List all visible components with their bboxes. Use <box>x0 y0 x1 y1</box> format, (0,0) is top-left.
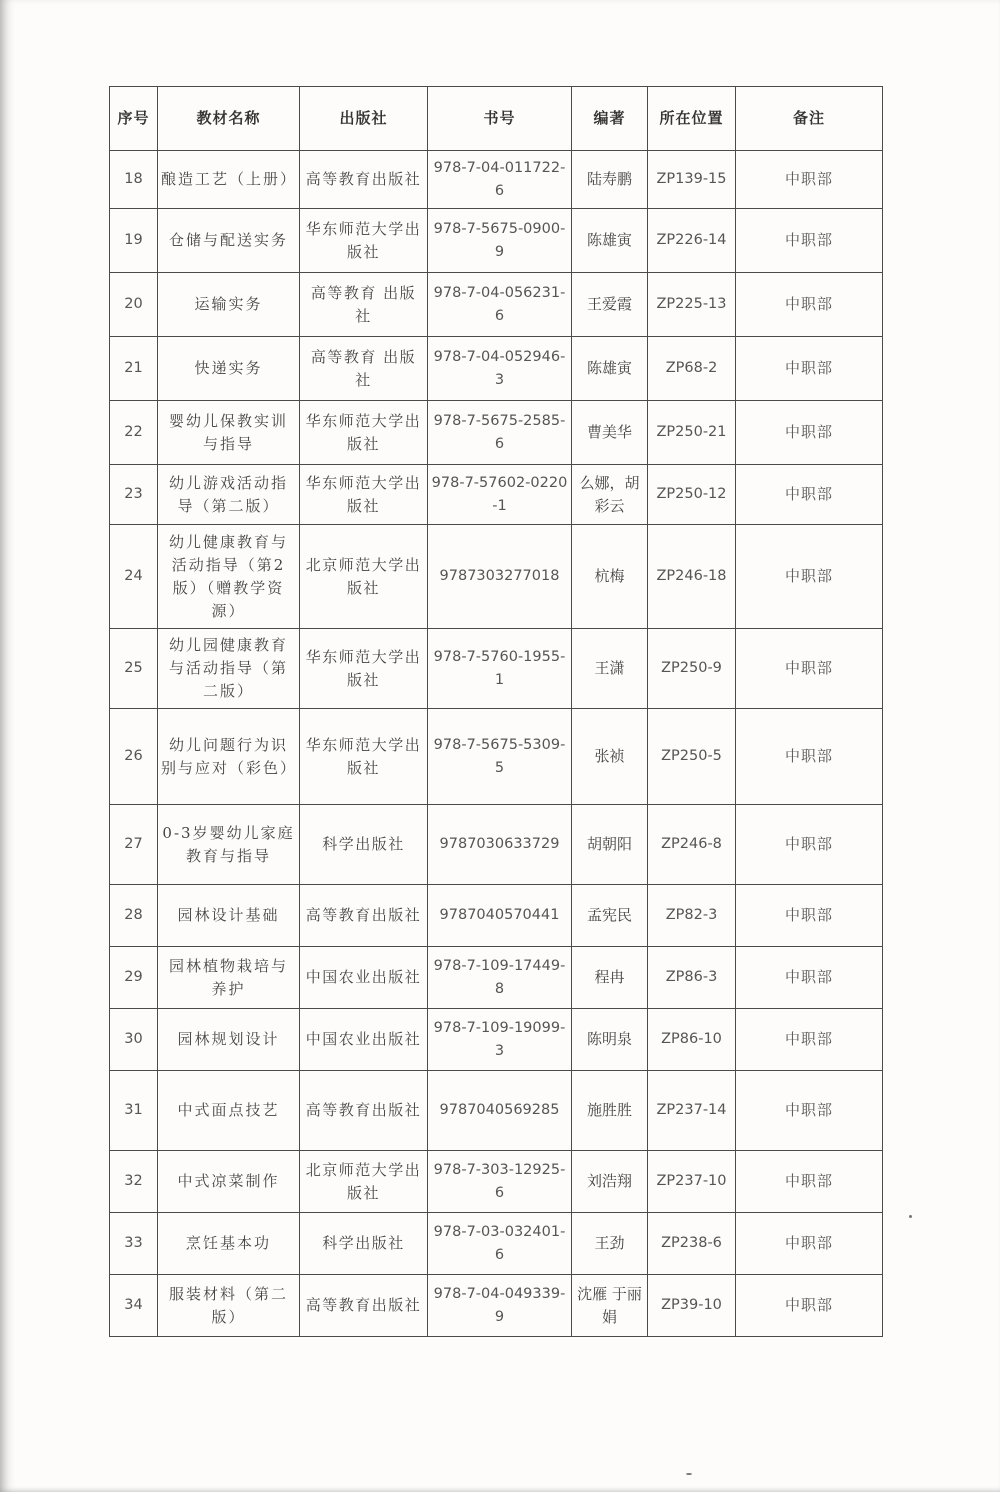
cell-no: 20 <box>110 273 158 337</box>
cell-note: 中职部 <box>736 401 883 465</box>
header-no: 序号 <box>110 87 158 151</box>
cell-name: 幼儿健康教育与活动指导（第2版）（赠教学资源） <box>158 525 300 629</box>
cell-no: 19 <box>110 209 158 273</box>
cell-no: 29 <box>110 947 158 1009</box>
cell-no: 26 <box>110 709 158 805</box>
cell-name: 运输实务 <box>158 273 300 337</box>
cell-location: ZP237-10 <box>648 1151 736 1213</box>
cell-no: 30 <box>110 1009 158 1071</box>
cell-no: 21 <box>110 337 158 401</box>
cell-location: ZP86-10 <box>648 1009 736 1071</box>
cell-no: 27 <box>110 805 158 885</box>
cell-name: 0-3岁婴幼儿家庭教育与指导 <box>158 805 300 885</box>
cell-name: 服装材料（第二版） <box>158 1275 300 1337</box>
cell-no: 24 <box>110 525 158 629</box>
cell-publisher: 华东师范大学出版社 <box>300 709 428 805</box>
table-row <box>110 465 883 525</box>
table-row <box>110 273 883 337</box>
cell-author: 么娜，胡彩云 <box>572 465 648 525</box>
cell-isbn: 978-7-5675-2585-6 <box>428 401 572 465</box>
cell-name: 酿造工艺（上册） <box>158 151 300 209</box>
cell-author: 陆寿鹏 <box>572 151 648 209</box>
cell-note: 中职部 <box>736 709 883 805</box>
cell-isbn: 978-7-04-049339-9 <box>428 1275 572 1337</box>
cell-name: 园林规划设计 <box>158 1009 300 1071</box>
cell-author: 施胜胜 <box>572 1071 648 1151</box>
cell-location: ZP250-21 <box>648 401 736 465</box>
cell-publisher: 中国农业出版社 <box>300 1009 428 1071</box>
cell-publisher: 高等教育 出版社 <box>300 273 428 337</box>
cell-no: 28 <box>110 885 158 947</box>
cell-author: 曹美华 <box>572 401 648 465</box>
cell-isbn: 978-7-5760-1955-1 <box>428 629 572 709</box>
cell-location: ZP250-9 <box>648 629 736 709</box>
cell-name: 中式凉菜制作 <box>158 1151 300 1213</box>
cell-isbn: 978-7-03-032401-6 <box>428 1213 572 1275</box>
cell-name: 快递实务 <box>158 337 300 401</box>
header-isbn: 书号 <box>428 87 572 151</box>
cell-note: 中职部 <box>736 151 883 209</box>
cell-isbn: 978-7-04-052946-3 <box>428 337 572 401</box>
cell-location: ZP237-14 <box>648 1071 736 1151</box>
cell-note: 中职部 <box>736 885 883 947</box>
cell-author: 孟宪民 <box>572 885 648 947</box>
cell-name: 园林植物栽培与养护 <box>158 947 300 1009</box>
cell-publisher: 高等教育出版社 <box>300 1275 428 1337</box>
cell-isbn: 978-7-04-011722-6 <box>428 151 572 209</box>
table-row <box>110 401 883 465</box>
header-author: 编著 <box>572 87 648 151</box>
cell-publisher: 北京师范大学出版社 <box>300 1151 428 1213</box>
cell-location: ZP68-2 <box>648 337 736 401</box>
table-row <box>110 1275 883 1337</box>
table-row <box>110 805 883 885</box>
cell-name: 园林设计基础 <box>158 885 300 947</box>
cell-author: 张祯 <box>572 709 648 805</box>
header-note: 备注 <box>736 87 883 151</box>
cell-author: 王潇 <box>572 629 648 709</box>
cell-location: ZP238-6 <box>648 1213 736 1275</box>
cell-location: ZP225-13 <box>648 273 736 337</box>
cell-name: 仓储与配送实务 <box>158 209 300 273</box>
cell-note: 中职部 <box>736 1151 883 1213</box>
cell-name: 幼儿园健康教育与活动指导（第二版） <box>158 629 300 709</box>
cell-note: 中职部 <box>736 1009 883 1071</box>
cell-location: ZP246-8 <box>648 805 736 885</box>
table-row <box>110 1071 883 1151</box>
scan-speck <box>909 1215 912 1218</box>
cell-name: 烹饪基本功 <box>158 1213 300 1275</box>
cell-no: 33 <box>110 1213 158 1275</box>
cell-publisher: 华东师范大学出版社 <box>300 629 428 709</box>
cell-name: 婴幼儿保教实训与指导 <box>158 401 300 465</box>
cell-author: 陈雄寅 <box>572 209 648 273</box>
table-row <box>110 709 883 805</box>
cell-note: 中职部 <box>736 525 883 629</box>
cell-publisher: 高等教育出版社 <box>300 1071 428 1151</box>
cell-publisher: 科学出版社 <box>300 805 428 885</box>
cell-author: 陈雄寅 <box>572 337 648 401</box>
cell-isbn: 9787030633729 <box>428 805 572 885</box>
cell-location: ZP246-18 <box>648 525 736 629</box>
cell-publisher: 中国农业出版社 <box>300 947 428 1009</box>
cell-isbn: 978-7-57602-0220-1 <box>428 465 572 525</box>
cell-isbn: 9787040569285 <box>428 1071 572 1151</box>
cell-publisher: 高等教育 出版社 <box>300 337 428 401</box>
cell-author: 杭梅 <box>572 525 648 629</box>
cell-author: 陈明泉 <box>572 1009 648 1071</box>
scan-speck <box>686 1473 692 1475</box>
table-row <box>110 151 883 209</box>
cell-location: ZP250-12 <box>648 465 736 525</box>
cell-publisher: 北京师范大学出版社 <box>300 525 428 629</box>
cell-isbn: 978-7-303-12925-6 <box>428 1151 572 1213</box>
cell-publisher: 华东师范大学出版社 <box>300 209 428 273</box>
cell-isbn: 978-7-109-19099-3 <box>428 1009 572 1071</box>
table-row <box>110 1151 883 1213</box>
cell-publisher: 华东师范大学出版社 <box>300 401 428 465</box>
cell-note: 中职部 <box>736 465 883 525</box>
cell-note: 中职部 <box>736 273 883 337</box>
cell-isbn: 9787303277018 <box>428 525 572 629</box>
cell-note: 中职部 <box>736 947 883 1009</box>
cell-no: 18 <box>110 151 158 209</box>
cell-location: ZP250-5 <box>648 709 736 805</box>
cell-author: 胡朝阳 <box>572 805 648 885</box>
cell-no: 23 <box>110 465 158 525</box>
cell-location: ZP82-3 <box>648 885 736 947</box>
cell-author: 沈雁 于丽娟 <box>572 1275 648 1337</box>
header-name: 教材名称 <box>158 87 300 151</box>
cell-note: 中职部 <box>736 629 883 709</box>
header-publisher: 出版社 <box>300 87 428 151</box>
cell-publisher: 科学出版社 <box>300 1213 428 1275</box>
cell-note: 中职部 <box>736 1275 883 1337</box>
cell-location: ZP139-15 <box>648 151 736 209</box>
textbook-table <box>109 86 883 1337</box>
table-row <box>110 1213 883 1275</box>
cell-isbn: 978-7-04-056231-6 <box>428 273 572 337</box>
cell-publisher: 华东师范大学出版社 <box>300 465 428 525</box>
cell-no: 34 <box>110 1275 158 1337</box>
cell-note: 中职部 <box>736 209 883 273</box>
cell-name: 幼儿问题行为识别与应对（彩色） <box>158 709 300 805</box>
cell-no: 22 <box>110 401 158 465</box>
cell-name: 幼儿游戏活动指导（第二版） <box>158 465 300 525</box>
cell-author: 王爱霞 <box>572 273 648 337</box>
cell-note: 中职部 <box>736 1071 883 1151</box>
table-row <box>110 947 883 1009</box>
table-row <box>110 209 883 273</box>
cell-publisher: 高等教育出版社 <box>300 885 428 947</box>
cell-note: 中职部 <box>736 337 883 401</box>
cell-author: 刘浩翔 <box>572 1151 648 1213</box>
cell-isbn: 978-7-5675-0900-9 <box>428 209 572 273</box>
cell-isbn: 978-7-5675-5309-5 <box>428 709 572 805</box>
cell-note: 中职部 <box>736 805 883 885</box>
cell-location: ZP226-14 <box>648 209 736 273</box>
cell-no: 31 <box>110 1071 158 1151</box>
cell-author: 程冉 <box>572 947 648 1009</box>
cell-location: ZP39-10 <box>648 1275 736 1337</box>
cell-isbn: 9787040570441 <box>428 885 572 947</box>
table-row <box>110 337 883 401</box>
cell-no: 25 <box>110 629 158 709</box>
table-row <box>110 1009 883 1071</box>
header-row <box>110 87 883 151</box>
cell-location: ZP86-3 <box>648 947 736 1009</box>
table-row <box>110 525 883 629</box>
cell-author: 王劲 <box>572 1213 648 1275</box>
cell-isbn: 978-7-109-17449-8 <box>428 947 572 1009</box>
cell-publisher: 高等教育出版社 <box>300 151 428 209</box>
cell-note: 中职部 <box>736 1213 883 1275</box>
cell-no: 32 <box>110 1151 158 1213</box>
table-row <box>110 629 883 709</box>
cell-name: 中式面点技艺 <box>158 1071 300 1151</box>
table-row <box>110 885 883 947</box>
header-location: 所在位置 <box>648 87 736 151</box>
